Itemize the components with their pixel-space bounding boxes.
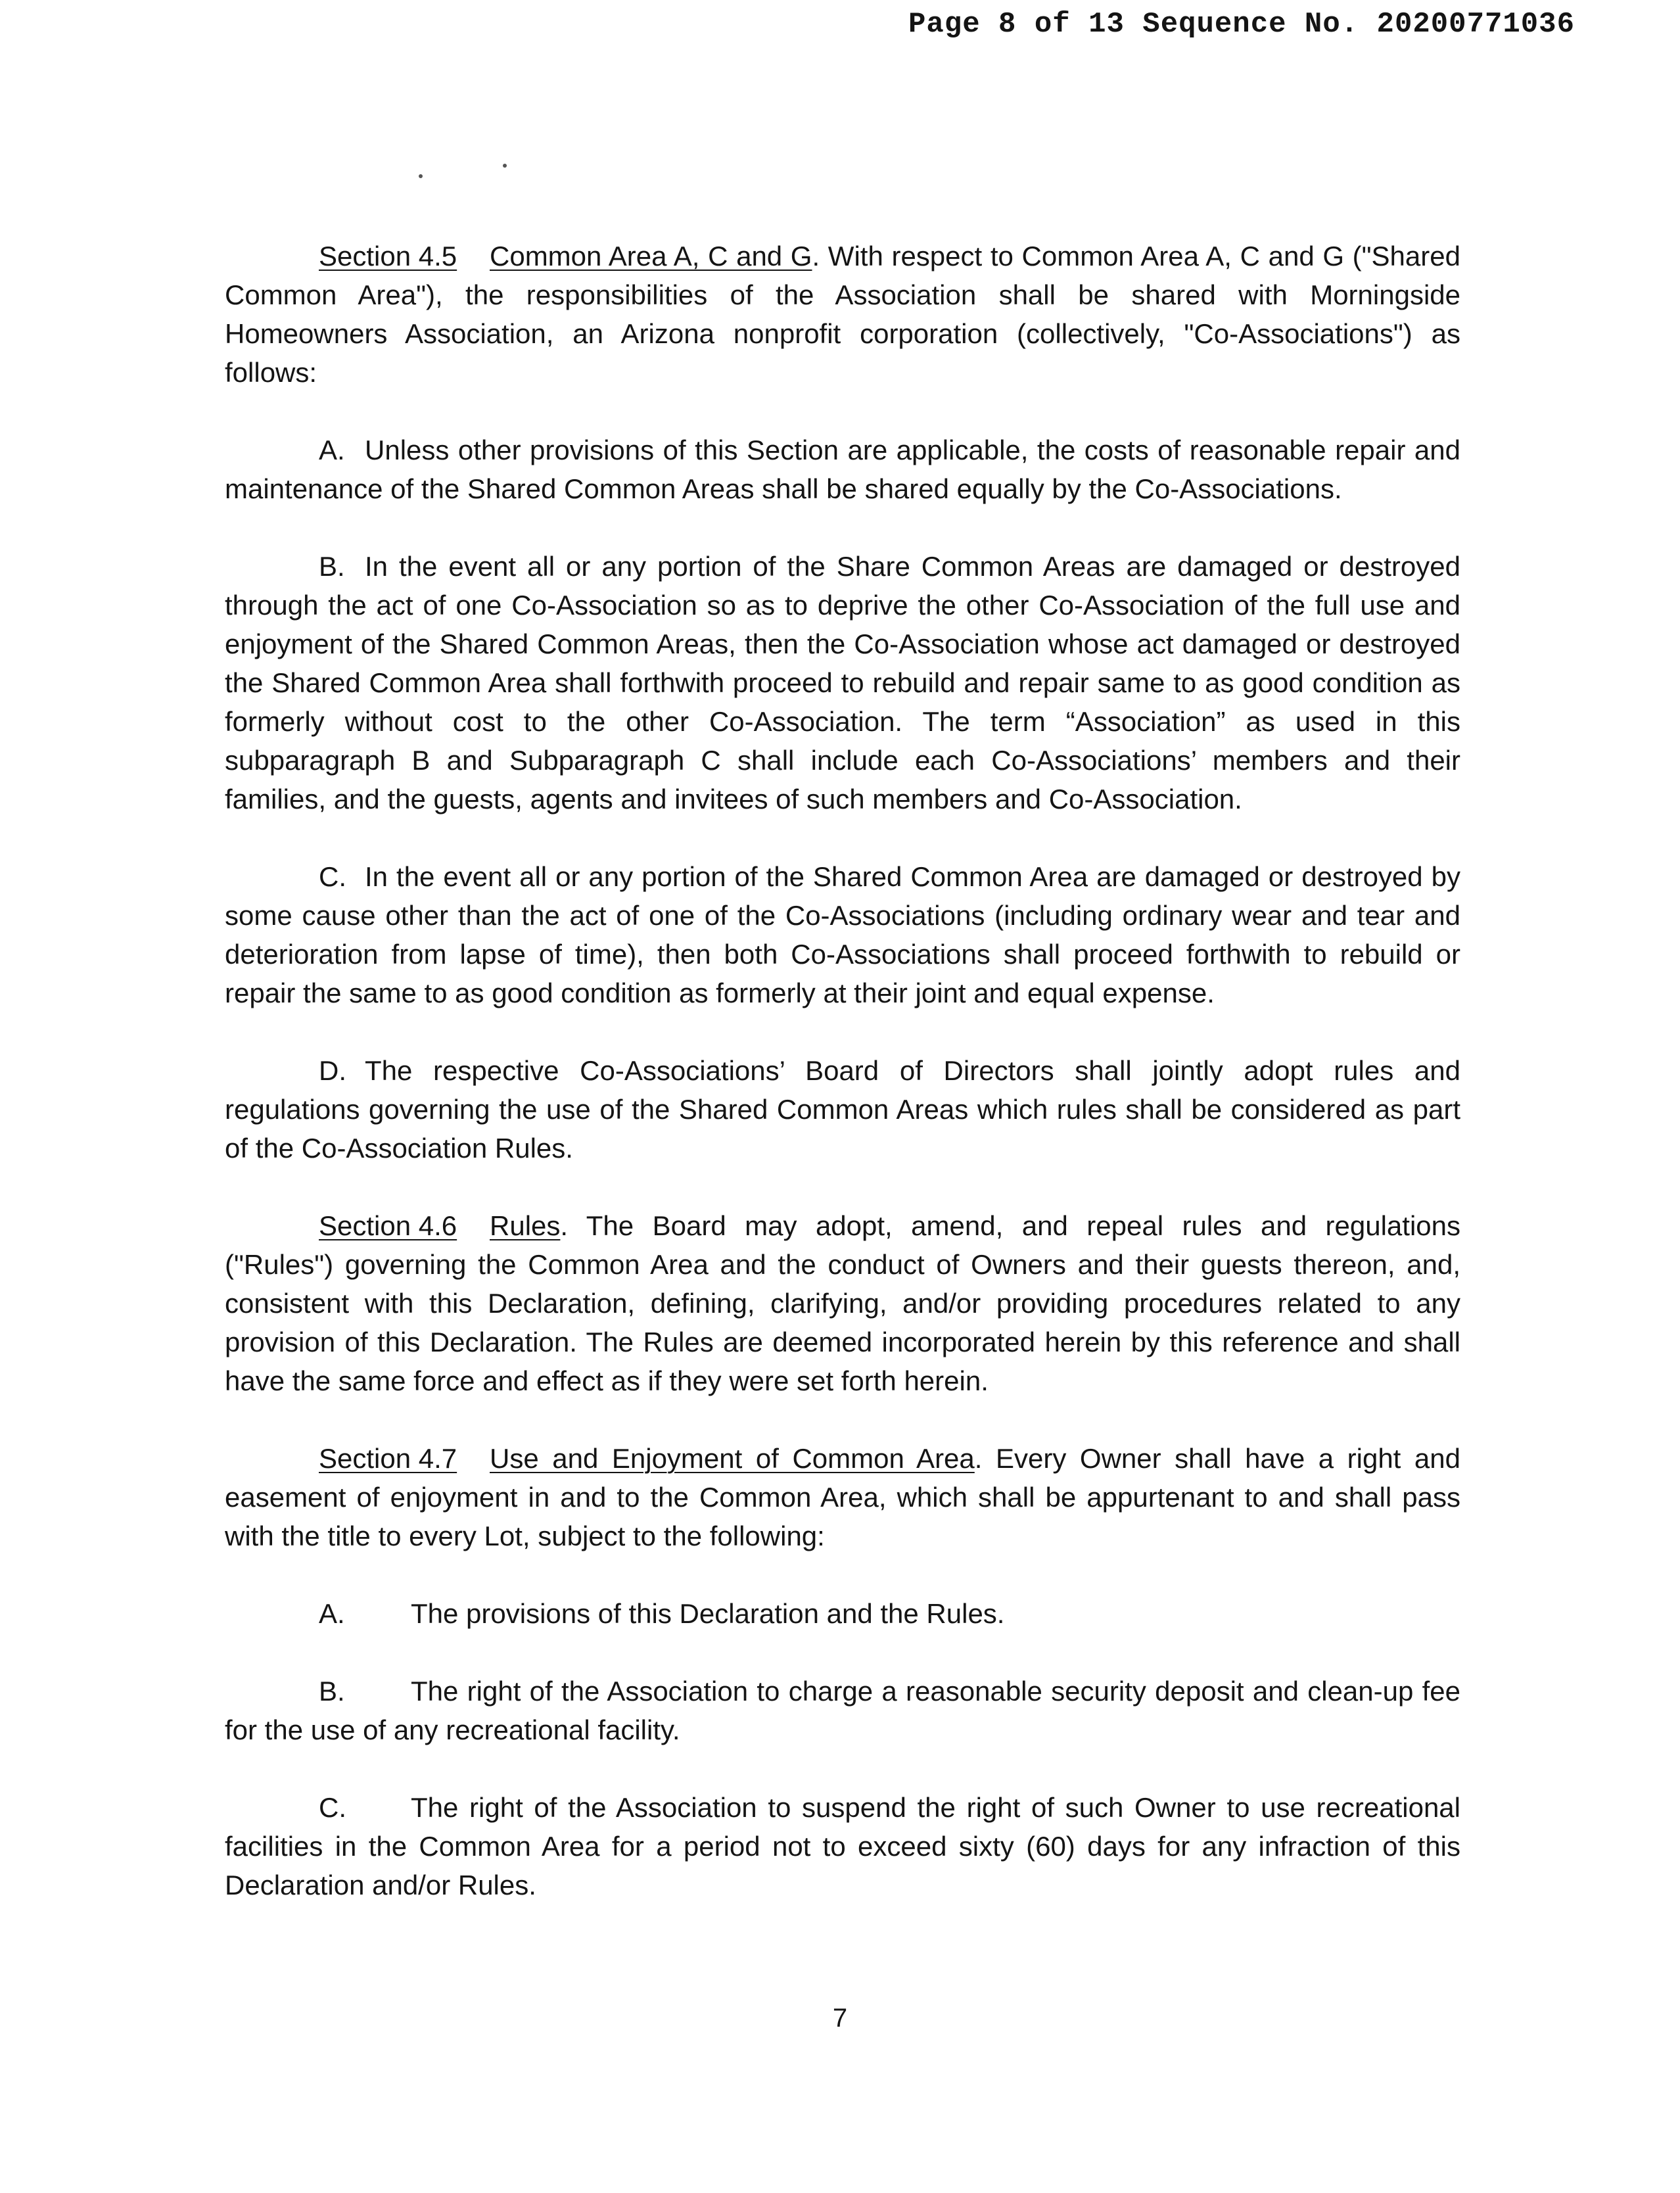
item-label: A. — [319, 435, 345, 465]
section-4-7-item-c — [225, 1788, 1460, 1904]
item-text: The right of the Association to suspend the right of such Owner to use recreational facilities in the Common Area for a period not to exceed sixty (60) days for any infraction of this Declaration and/or Rules. — [225, 1792, 1460, 1900]
scan-specks — [0, 0, 1680, 197]
section-number: Section 4.6 — [319, 1210, 457, 1241]
item-text: In the event all or any portion of the Share Common Areas are damaged or destroyed through the act of one Co-Association so as to deprive the other Co-Association of the full use and enjoyment of the Shared Common Areas, then the Co-Association whose act damaged or destroyed the Shared Common Area shall forthwith proceed to rebuild and repair same to as good condition as formerly without cost to the other Co-Association. The term “Association” as used in this subparagraph B and Subparagraph C shall include each Co-Associations’ members and their families, and the guests, agents and invitees of such members and Co-Association. — [225, 551, 1460, 814]
item-label: C. — [319, 1792, 346, 1823]
page-number: 7 — [832, 2004, 848, 2033]
section-4-5-item-d — [225, 1051, 1460, 1167]
section-title: Use and Enjoyment of Common Area — [490, 1443, 975, 1474]
section-4-7-item-a — [225, 1594, 1460, 1633]
document-body — [225, 237, 1460, 1904]
recording-header: Page 8 of 13 Sequence No. 20200771036 — [908, 8, 1575, 41]
item-text: In the event all or any portion of the Shared Common Area are damaged or destroyed by some cause other than the act of one of the Co-Associations (including ordinary wear and tear and deterioration from lapse of time), then both Co-Associations shall proceed forthwith to rebuild or repair the same to as good condition as formerly at their joint and equal expense. — [225, 861, 1460, 1008]
section-4-5-item-c — [225, 857, 1460, 1012]
item-text: The right of the Association to charge a reasonable security deposit and clean-up fee for the use of any recreational facility. — [225, 1676, 1460, 1745]
section-title: Rules — [490, 1210, 561, 1241]
item-text: The respective Co-Associations’ Board of Directors shall jointly adopt rules and regulations governing the use of the Shared Common Areas which rules shall be considered as part of the Co-Association Rules. — [225, 1055, 1460, 1164]
item-text: Unless other provisions of this Section are applicable, the costs of reasonable repair and maintenance of the Shared Common Areas shall be shared equally by the Co-Associations. — [225, 435, 1460, 504]
item-label: C. — [319, 861, 346, 892]
section-4-5-intro — [225, 237, 1460, 392]
item-text: The provisions of this Declaration and the Rules. — [411, 1598, 1005, 1629]
section-title: Common Area A, C and G — [490, 241, 812, 271]
section-4-6 — [225, 1206, 1460, 1400]
item-label: D. — [319, 1055, 346, 1086]
section-number: Section 4.5 — [319, 241, 457, 271]
section-4-7-intro — [225, 1439, 1460, 1555]
section-4-5-item-b — [225, 547, 1460, 818]
section-4-7-item-b — [225, 1672, 1460, 1749]
item-label: A. — [319, 1598, 345, 1629]
section-text: . The Board may adopt, amend, and repeal rules and regulations ("Rules") governing the Common Area and the conduct of Owners and their guests thereon, and, consistent with this Declaration, defining, clarifying, and/or providing procedures related to any provision of this Declaration. The Rules are deemed incorporated herein by this reference and shall have the same force and effect as if they were set forth herein. — [225, 1210, 1460, 1396]
item-label: B. — [319, 551, 345, 582]
section-text: . Every Owner shall have a right and easement of enjoyment in and to the Common Area, which shall be appurtenant to and shall pass with the title to every Lot, subject to the following: — [225, 1443, 1460, 1551]
section-text: . With respect to Common Area A, C and G ("Shared Common Area"), the responsibilities of the Association shall be shared with Morningside Homeowners Association, an Arizona nonprofit corporation (collectively, "Co-Associations") as follows: — [225, 241, 1460, 388]
section-4-5-item-a — [225, 431, 1460, 508]
item-label: B. — [319, 1676, 345, 1707]
section-number: Section 4.7 — [319, 1443, 457, 1474]
